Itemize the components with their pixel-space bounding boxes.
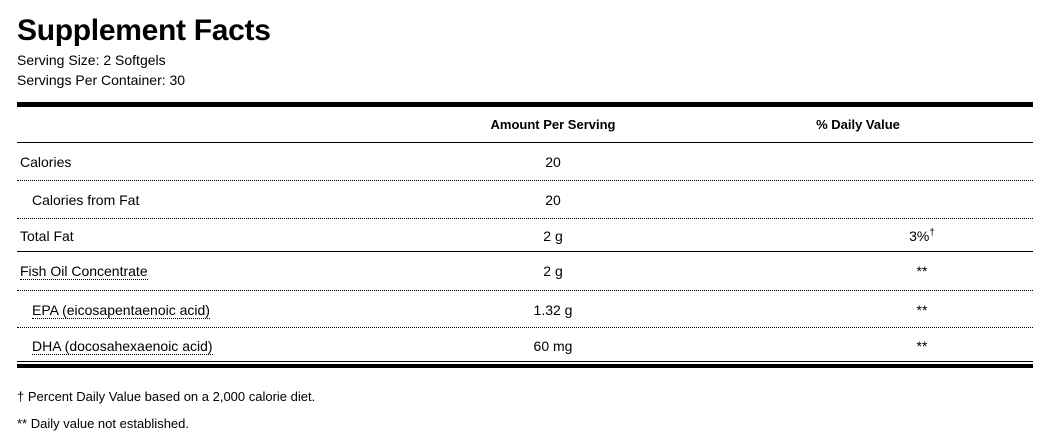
fish-oil-label: Fish Oil Concentrate — [20, 263, 148, 279]
row-name-calories-from-fat: Calories from Fat — [32, 192, 140, 208]
row-amount-total-fat: 2 g — [543, 228, 563, 244]
header-amount-per-serving: Amount Per Serving — [490, 117, 616, 132]
row-name-epa — [32, 301, 210, 319]
row-amount-calories-from-fat: 20 — [545, 192, 561, 208]
row-divider-dotted — [17, 218, 1033, 219]
row-amount-dha: 60 mg — [533, 338, 573, 354]
footnote-double-asterisk: ** Daily value not established. — [17, 416, 189, 431]
table-bottom-rule-thick — [17, 364, 1033, 368]
row-divider-solid — [17, 251, 1033, 252]
servings-per-container: Servings Per Container: 30 — [17, 72, 186, 88]
epa-label: EPA (eicosapentaenoic acid) — [32, 302, 210, 318]
row-amount-calories: 20 — [545, 154, 561, 170]
row-name-fish-oil — [20, 262, 148, 280]
row-name-dha — [32, 337, 213, 355]
row-amount-fish-oil: 2 g — [543, 263, 563, 279]
row-divider-dotted — [17, 290, 1033, 291]
header-bottom-rule — [17, 142, 1033, 143]
header-thick-rule — [17, 102, 1033, 107]
row-divider-dotted — [17, 327, 1033, 328]
row-dv-epa: ** — [916, 302, 928, 318]
row-dv-dha: ** — [916, 338, 928, 354]
dagger-mark: † — [929, 227, 935, 239]
row-dv-fish-oil: ** — [916, 263, 928, 279]
footnote-dagger: † Percent Daily Value based on a 2,000 calorie diet. — [17, 389, 316, 404]
dv-value: 3% — [909, 228, 930, 244]
row-name-calories: Calories — [20, 154, 72, 170]
row-name-total-fat: Total Fat — [20, 228, 74, 244]
header-daily-value: % Daily Value — [816, 117, 900, 132]
dha-label: DHA (docosahexaenoic acid) — [32, 338, 213, 354]
panel-title: Supplement Facts — [17, 14, 271, 47]
supplement-facts-panel — [17, 12, 1033, 431]
row-dv-total-fat — [862, 227, 982, 245]
row-amount-epa: 1.32 g — [533, 302, 573, 318]
row-divider-dotted — [17, 180, 1033, 181]
table-bottom-rule-thin — [17, 361, 1033, 362]
serving-size: Serving Size: 2 Softgels — [17, 52, 166, 68]
